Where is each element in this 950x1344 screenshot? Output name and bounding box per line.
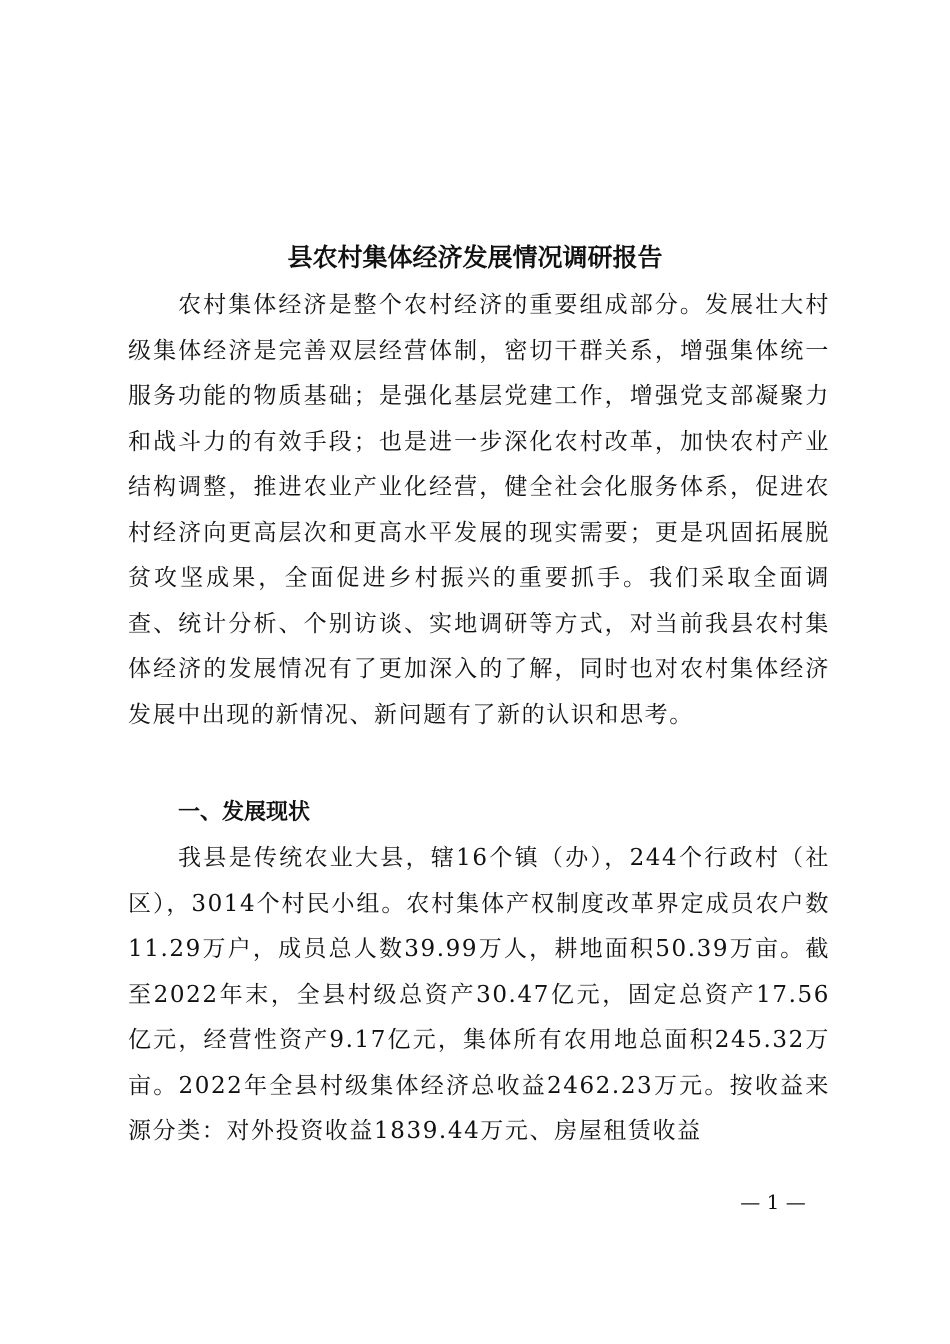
page-number: — 1 — — [740, 1190, 806, 1214]
intro-paragraph: 农村集体经济是整个农村经济的重要组成部分。发展壮大村级集体经济是完善双层经营体制，密切干群关系，增强集体统一服务功能的物质基础；是强化基层党建工作，增强党支部凝聚力和战斗力的有效手段；也是进一步深化农村改革，加快农村产业结构调整，推进农业产业化经营，健全社会化服务体系，促进农村经济向更高层次和更高水平发展的现实需要；更是巩固拓展脱贫攻坚成果，全面促进乡村振兴的重要抓手。我们采取全面调查、统计分析、个别访谈、实地调研等方式，对当前我县农村集体经济的发展情况有了更加深入的了解，同时也对农村集体经济发展中出现的新情况、新问题有了新的认识和思考。 — [128, 292, 830, 728]
section-heading: 一、发展现状 — [178, 800, 311, 825]
section-paragraph: 我县是传统农业大县，辖16个镇（办），244个行政村（社区），3014个村民小组。农村集体产权制度改革界定成员农户数11.29万户，成员总人数39.99万人，耕地面积50.39万亩。截至2022年末，全县村级总资产30.47亿元，固定总资产17.56亿元，经营性资产9.17亿元，集体所有农用地总面积245.32万亩。2022年全县村级集体经济总收益2462.23万元。按收益来源分类：对外投资收益1839.44万元、房屋租赁收益 — [128, 845, 830, 1144]
document-title: 县农村集体经济发展情况调研报告 — [287, 243, 663, 272]
